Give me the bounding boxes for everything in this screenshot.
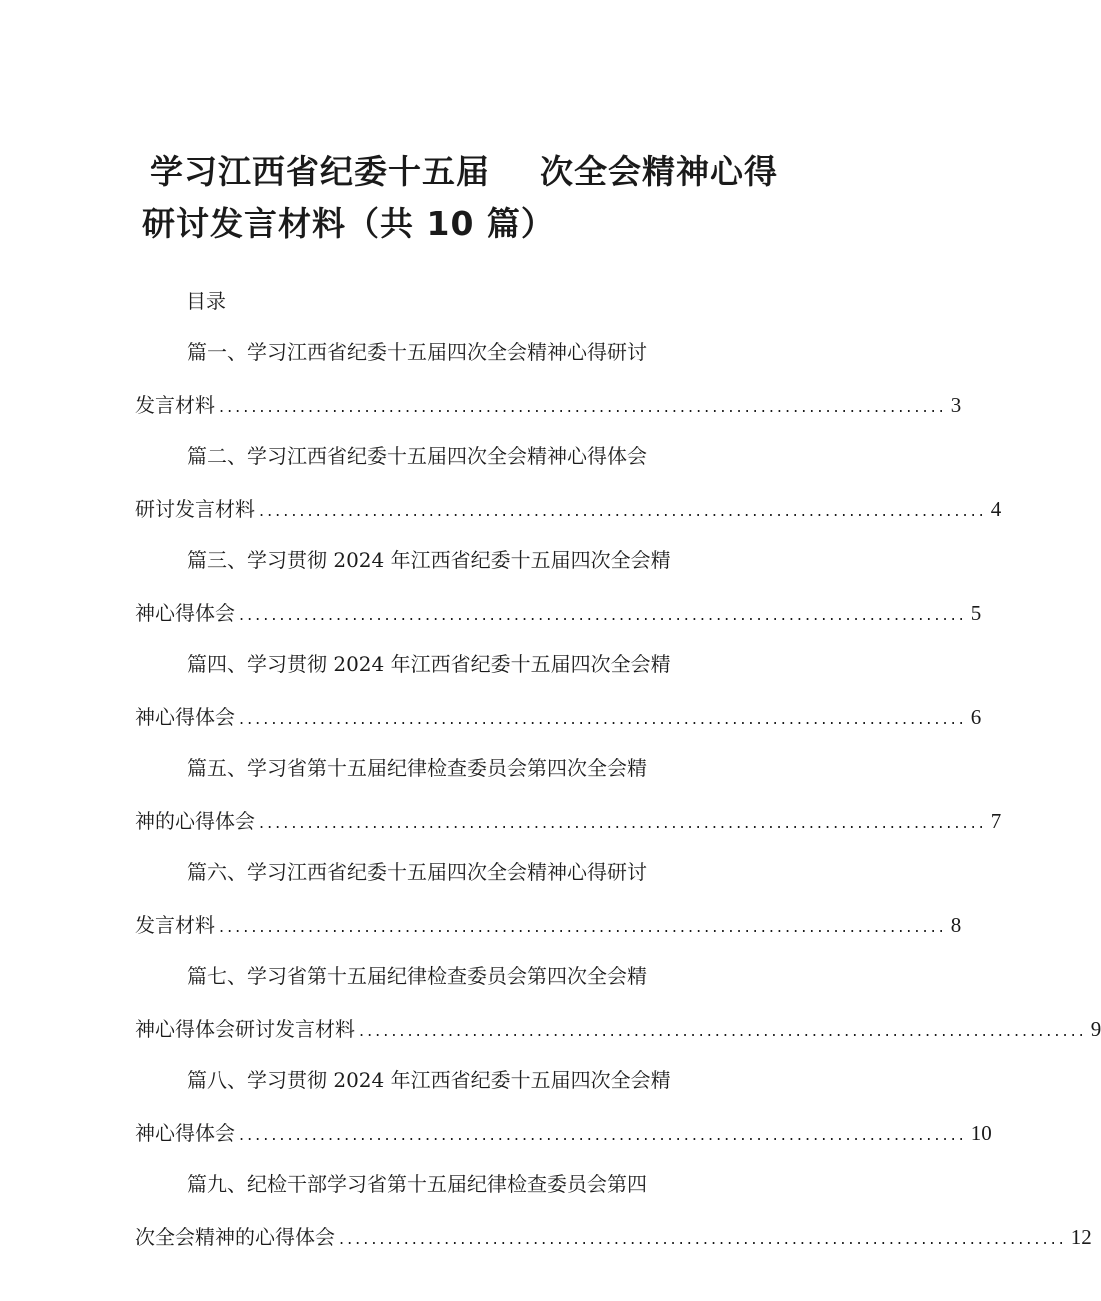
dot-leader: .......................................................................................... [359,1021,1087,1040]
toc-entry-continuation [135,490,1002,530]
toc-entry-title-cont: 研讨发言材料 [135,497,255,521]
title-line-2: 研讨发言材料（共 10 篇） [142,204,555,243]
toc-entry[interactable] [135,1165,1092,1269]
toc-entry[interactable] [135,333,962,437]
toc-entry[interactable] [135,853,962,957]
toc-entry-title: 篇九、纪检干部学习省第十五届纪律检查委员会第四 [187,1172,647,1196]
toc-entry-title-cont: 次全会精神的心得体会 [135,1225,335,1249]
toc-page-number: 7 [990,809,1002,833]
toc-page-number: 6 [970,705,982,729]
toc-entry-title: 篇四、学习贯彻 2024 年江西省纪委十五届四次全会精 [187,652,671,676]
toc-entry-title-cont: 神心得体会 [135,705,235,729]
document-title [142,146,790,250]
dot-leader: .......................................................................................... [239,605,967,624]
toc-entry-title: 篇八、学习贯彻 2024 年江西省纪委十五届四次全会精 [187,1068,671,1092]
toc-page-number: 3 [950,393,962,417]
toc-entry-title-cont: 神的心得体会 [135,809,255,833]
toc-entry[interactable] [135,541,982,645]
toc-entry[interactable] [135,1061,992,1165]
toc-entry-continuation [135,698,982,738]
toc-page-number: 8 [950,913,962,937]
toc-entry-continuation [135,802,1002,842]
toc-entry-title: 篇二、学习江西省纪委十五届四次全会精神心得体会 [187,444,647,468]
dot-leader: .......................................................................................... [339,1229,1067,1248]
toc-entry-title: 篇六、学习江西省纪委十五届四次全会精神心得研讨 [187,860,647,884]
toc-entry-continuation [135,594,982,634]
toc-entry-continuation [135,1114,992,1154]
title-line-1-part-b: 次全会精神心得 [540,152,778,191]
toc-entry-title: 篇三、学习贯彻 2024 年江西省纪委十五届四次全会精 [187,548,671,572]
toc-entry-continuation [135,906,962,946]
dot-leader: .......................................................................................... [239,1125,967,1144]
toc-entry[interactable] [135,749,1002,853]
title-line-1 [150,146,790,198]
dot-leader: .......................................................................................... [259,501,987,520]
toc-entry-title-cont: 神心得体会 [135,1121,235,1145]
title-line-1-part-a: 学习江西省纪委十五届 [150,152,490,191]
toc-entry-continuation [135,1010,1101,1050]
toc-entry-title: 篇七、学习省第十五届纪律检查委员会第四次全会精 [187,964,647,988]
toc-entry-title-cont: 神心得体会研讨发言材料 [135,1017,355,1041]
toc-page-number: 12 [1070,1225,1092,1249]
toc-entry-title-cont: 神心得体会 [135,601,235,625]
toc-entry-continuation [135,386,962,426]
toc-page-number: 4 [990,497,1002,521]
toc-entry-title: 篇一、学习江西省纪委十五届四次全会精神心得研讨 [187,340,647,364]
dot-leader: .......................................................................................... [239,709,967,728]
dot-leader: .......................................................................................... [219,397,947,416]
toc-entry[interactable] [135,645,982,749]
dot-leader: .......................................................................................... [219,917,947,936]
toc-page-number: 9 [1090,1017,1101,1041]
table-of-contents [135,333,1101,1269]
toc-entry-title-cont: 发言材料 [135,393,215,417]
toc-entry[interactable] [135,437,1002,541]
toc-entry[interactable] [135,957,1101,1061]
toc-entry-title: 篇五、学习省第十五届纪律检查委员会第四次全会精 [187,756,647,780]
toc-page-number: 10 [970,1121,992,1145]
toc-page-number: 5 [970,601,982,625]
toc-entry-continuation [135,1218,1092,1258]
toc-heading: 目录 [186,289,226,313]
dot-leader: .......................................................................................... [259,813,987,832]
toc-entry-title-cont: 发言材料 [135,913,215,937]
